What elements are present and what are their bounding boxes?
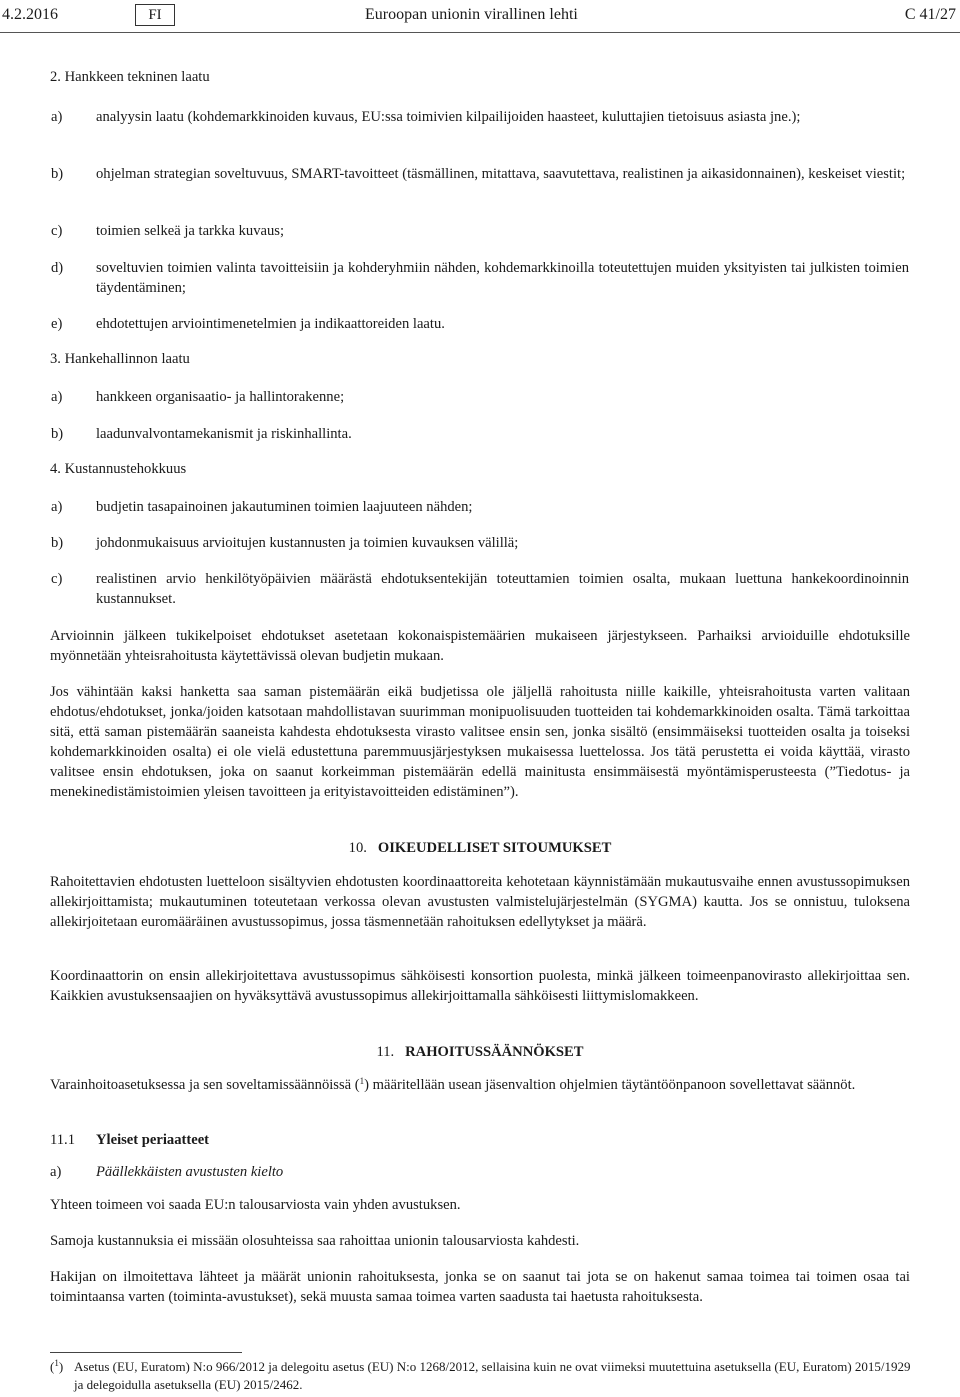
list-item-label: d) [51,260,64,276]
list-item-text: budjetin tasapainoinen jakautuminen toimien laajuuteen nähden; [96,499,473,515]
list-item-label: c) [51,223,63,239]
subsection-heading [50,1130,209,1150]
list-item [51,164,909,184]
list-item-label: a) [51,499,63,515]
section-2-title: 2. Hankkeen tekninen laatu [50,69,210,85]
paragraph-text: Varainhoitoasetuksessa ja sen soveltamissäännöissä ( [50,1077,360,1093]
list-item-text: realistinen arvio henkilötyöpäivien määrästä ehdotuksentekijän toteuttamien toimien osalta, mukaan luettuna hankekoordinoinnin kustannukset. [96,571,909,607]
subsection-a-heading [50,1162,283,1182]
section-10-heading [0,838,960,858]
list-item [51,107,909,127]
list-item-text: toimien selkeä ja tarkka kuvaus; [96,223,285,239]
publication-date: 4.2.2016 [2,6,58,23]
list-item [51,533,909,553]
paragraph: Rahoitettavien ehdotusten luetteloon sisältyvien ehdotusten koordinaattoreita kehotetaan käynnistämään mukautusvaihe ennen avustussopimuksen allekirjoittamista; mukautuminen toteutetaan verkossa olevan avustusten valmistelujärjestelmän (SYGMA) kautta. Jos se onnistuu, tuloksena allekirjoitetaan euromääräinen avustussopimus, jossa täsmennetään rahoituksen edellytykset ja määrä. [50,874,910,930]
footnote-divider [50,1352,242,1353]
list-item [51,424,909,444]
paragraph-text: ) määritellään usean jäsenvaltion ohjelmien täytäntöönpanoon sovellettavat säännöt. [364,1077,856,1093]
header-divider [0,32,960,33]
paragraph: Yhteen toimeen voi saada EU:n talousarviosta vain yhden avustuksen. [50,1197,461,1213]
list-item [51,221,909,241]
journal-title: Euroopan unionin virallinen lehti [365,6,578,23]
paragraph: Jos vähintään kaksi hanketta saa saman pistemäärän eikä budjetissa ole jäljellä rahoitusta niille kaikille, yhteisrahoitusta varten valitaan ehdotus/ehdotukset, jonka/joiden katsotaan mahdollistavan suurimman monipuolisuuden tuotteiden tai kohdemarkkinoiden osalta. Tämä tarkoittaa sitä, että saman pistemäärän saaneista kahdesta ehdotuksesta virasto valitsee ensin sen, jonka sisältö (ensimmäiseksi tuotteiden osalta ja toiseksi kohdemarkkinoiden osalta) ei ole vielä edustettuna paremmuusjärjestyksen mukaisessa luettelossa. Jos tätä perustetta ei voida käyttää, virasto valitsee ensin ehdotuksen, joka on saanut korkeimman pistemäärän edellä mainitusta ensimmäisestä myöntämisperusteesta (”Tiedotus- ja menekinedistämistoimien yleisen tavoitteen ja erityistavoitteiden edistäminen”). [50,684,910,800]
subsection-number: 11.1 [50,1132,75,1148]
section-title: RAHOITUSSÄÄNNÖKSET [405,1044,584,1060]
list-item-text: johdonmukaisuus arvioitujen kustannusten ja toimien kuvauksen välillä; [96,535,519,551]
list-item [51,258,909,298]
subsection-a-title: Päällekkäisten avustusten kielto [96,1164,284,1180]
list-item [51,497,909,517]
section-number: 11. [376,1044,395,1060]
list-item-label: a) [51,389,63,405]
paragraph: Samoja kustannuksia ei missään olosuhteissa saa rahoittaa unionin talousarviosta kahdesti. [50,1233,580,1249]
page-reference: C 41/27 [904,6,956,23]
section-title: OIKEUDELLISET SITOUMUKSET [377,840,612,856]
list-item-text: ohjelman strategian soveltuvuus, SMART-tavoitteet (täsmällinen, mitattava, saavutettava, realistinen ja aikasidonnainen), keskeiset viestit; [96,166,906,182]
section-11-heading [0,1042,960,1062]
paragraph: Hakijan on ilmoitettava lähteet ja määrät unionin rahoituksesta, jonka se on saanut tai jota se on hakenut samaa toimea tai toimen osaa tai toimintaansa varten (toiminta-avustukset), sekä muusta samaa toimea varten saadusta tai haetusta rahoituksesta. [50,1269,910,1305]
footnote-mark: ($^1$) [50,1358,64,1374]
footnote-mark-number: 1 [54,1358,59,1368]
list-item-text: laadunvalvontamekanismit ja riskinhallinta. [96,426,352,442]
section-number: 10. [348,840,367,856]
list-item-text: ehdotettujen arviointimenetelmien ja indikaattoreiden laatu. [96,316,445,332]
footnote [50,1358,912,1394]
list-item [51,314,909,334]
list-item-text: soveltuvien toimien valinta tavoitteisiin ja kohderyhmiin nähden, kohdemarkkinoilla toteutettujen muiden yksityisten tai julkisten toimien täydentäminen; [96,260,909,296]
page-header [0,4,960,28]
list-item-label: e) [51,316,63,332]
paragraph: Arvioinnin jälkeen tukikelpoiset ehdotukset asetetaan kokonaispistemäärien mukaiseen järjestykseen. Parhaiksi arvioiduille ehdotuksille myönnetään yhteisrahoitusta käytettävissä olevan budjetin mukaan. [50,628,910,664]
list-item [51,569,909,609]
paragraph: Koordinaattorin on ensin allekirjoitettava avustussopimus sähköisesti konsortion puolesta, minkä jälkeen toimeenpanovirasto allekirjoittaa sen. Kaikkien avustuksensaajien on hyväksyttävä avustussopimus allekirjoittamalla sähköisesti liittymislomakkeen. [50,968,910,1004]
list-item-label: a) [51,109,63,125]
subsection-a-label: a) [50,1164,62,1180]
footnote-text: Asetus (EU, Euratom) N:o 966/2012 ja delegoitu asetus (EU) N:o 1268/2012, sellaisina kuin ne ovat viimeksi muutettuina asetuksella (EU, Euratom) 2015/1929 ja delegoidulla asetuksella (EU) 2015/2462. [74,1359,911,1392]
section-3-title: 3. Hankehallinnon laatu [50,351,190,367]
list-item-label: c) [51,571,63,587]
subsection-title: Yleiset periaatteet [96,1132,210,1148]
list-item-text: analyysin laatu (kohdemarkkinoiden kuvaus, EU:ssa toimivien kilpailijoiden haasteet, kuluttajien tietoisuus asiasta jne.); [96,109,801,125]
list-item-label: b) [51,166,64,182]
paragraph [50,1075,910,1095]
list-item-label: b) [51,426,64,442]
list-item-text: hankkeen organisaatio- ja hallintorakenne; [96,389,345,405]
footnote-reference[interactable]: 1 [359,1076,365,1086]
list-item [51,387,909,407]
list-item-label: b) [51,535,64,551]
language-code-box: FI [135,4,175,26]
section-4-title: 4. Kustannustehokkuus [50,461,187,477]
